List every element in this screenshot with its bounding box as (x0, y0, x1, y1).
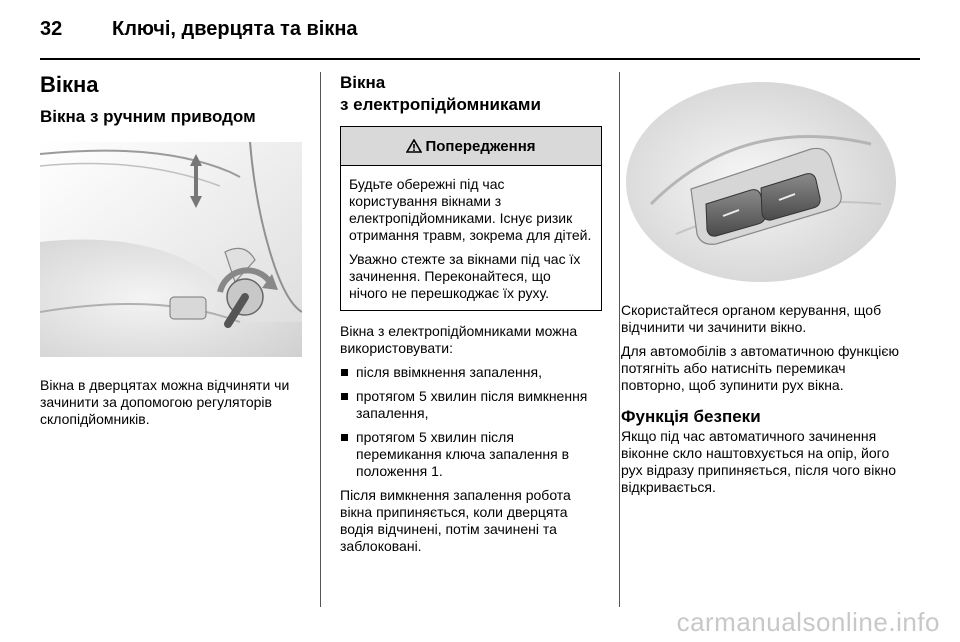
warning-box (340, 126, 602, 311)
warning-title: Попередження (425, 137, 536, 155)
caption-text: Вікна в дверцятах можна відчиняти чи зачинити за допомогою регуляторів склопідйомників. (40, 377, 290, 427)
safety-function-text: Якщо під час автоматичного зачинення віконне скло наштовхується на опір, його рух відразу припиняється, після чого вікно відкривається. (621, 428, 896, 495)
section-title-line1: Вікна (340, 73, 386, 92)
usage-paragraph: Скористайтеся органом керування, щоб відчинити чи зачинити вікно. (621, 302, 882, 335)
intro-paragraph: Вікна з електропідйомниками можна використовувати: (340, 323, 578, 356)
auto-function-paragraph: Для автомобілів з автоматичною функцією потягніть або натисніть перемикач повторно, щоб зупинити рух вікна. (621, 343, 900, 393)
warning-paragraph-1: Будьте обережні під час користування вікнами з електропідйомниками. Існує ризик отримання травм, зокрема для дітей. (349, 176, 592, 243)
watermark: carmanualsonline.info (676, 607, 940, 637)
power-window-switch-illustration (621, 74, 901, 286)
warning-header (341, 127, 601, 166)
column-divider (619, 72, 620, 607)
closing-paragraph: Після вимкнення запалення робота вікна припиняється, коли дверцята водія відчинені, потім зачинені та заблоковані. (340, 487, 571, 554)
header-rule (40, 58, 920, 60)
column-divider (320, 72, 321, 607)
bullet-square-icon (341, 369, 348, 376)
bullet-square-icon (341, 393, 348, 400)
bullet-square-icon (341, 434, 348, 441)
warning-triangle-icon (406, 139, 422, 153)
page-number: 32 (40, 18, 63, 40)
page-header (40, 18, 920, 48)
warning-body (341, 166, 601, 310)
window-switch-illustration (621, 74, 901, 286)
section-title: Вікна (40, 72, 99, 97)
list-item: протягом 5 хвилин після перемикання ключа запалення в положення 1. (340, 429, 602, 480)
subsection-title: Вікна з ручним приводом (40, 107, 256, 126)
warning-paragraph-2: Уважно стежте за вікнами під час їх зачинення. Переконайтеся, що нічого не перешкоджає їх руху. (349, 251, 581, 301)
manual-window-illustration (40, 142, 302, 357)
list-item: протягом 5 хвилин після вимкнення запалення, (340, 388, 602, 422)
safety-function-title: Функція безпеки (621, 407, 761, 426)
chapter-title: Ключі, дверцята та вікна (112, 18, 358, 40)
list-item: після ввімкнення запалення, (340, 364, 602, 381)
column-middle (340, 72, 602, 562)
section-title-line2: з електропідйомниками (340, 95, 541, 114)
conditions-list (340, 364, 602, 480)
window-crank-illustration (40, 142, 302, 357)
column-right (621, 72, 901, 503)
column-left (40, 72, 302, 435)
